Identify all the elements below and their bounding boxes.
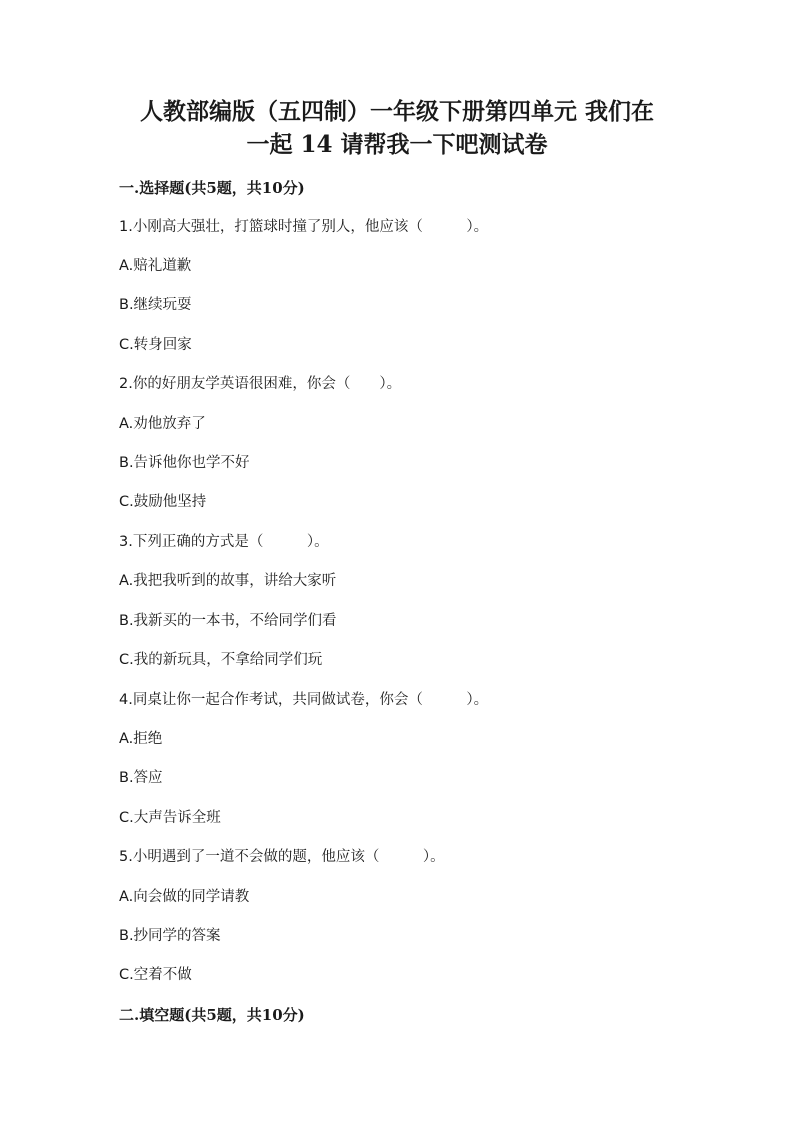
section-heading-fill-blank: 二.填空题(共5题，共10分): [119, 1006, 305, 1024]
question-option: A.向会做的同学请教: [119, 889, 250, 905]
question-stem: 5.小明遇到了一道不会做的题，他应该（ ）。: [119, 849, 445, 865]
question-option: C.大声告诉全班: [119, 810, 221, 826]
question-stem: 2.你的好朋友学英语很困难，你会（ ）。: [119, 376, 402, 392]
question-option: A.拒绝: [119, 731, 163, 747]
question-option: A.赔礼道歉: [119, 258, 192, 274]
page-title-line-1: 人教部编版（五四制）一年级下册第四单元 我们在: [139, 98, 654, 125]
question-option: A.劝他放弃了: [119, 416, 206, 432]
question-option: A.我把我听到的故事，讲给大家听: [119, 573, 337, 589]
question-option: C.我的新玩具，不拿给同学们玩: [119, 652, 323, 668]
question-stem: 1.小刚高大强壮，打篮球时撞了别人，他应该（ ）。: [119, 219, 489, 235]
question-option: B.答应: [119, 770, 163, 786]
question-stem: 4.同桌让你一起合作考试，共同做试卷，你会（ ）。: [119, 692, 489, 708]
question-stem: 3.下列正确的方式是（ ）。: [119, 534, 329, 550]
page-title-line-2: 一起 14 请帮我一下吧测试卷: [246, 131, 548, 158]
question-option: B.抄同学的答案: [119, 928, 221, 944]
question-option: B.继续玩耍: [119, 297, 192, 313]
question-option: C.转身回家: [119, 337, 192, 353]
section-heading-choice: 一.选择题(共5题，共10分): [119, 179, 305, 197]
question-option: C.鼓励他坚持: [119, 494, 207, 510]
question-option: B.告诉他你也学不好: [119, 455, 250, 471]
question-option: B.我新买的一本书，不给同学们看: [119, 613, 337, 629]
question-option: C.空着不做: [119, 967, 192, 983]
